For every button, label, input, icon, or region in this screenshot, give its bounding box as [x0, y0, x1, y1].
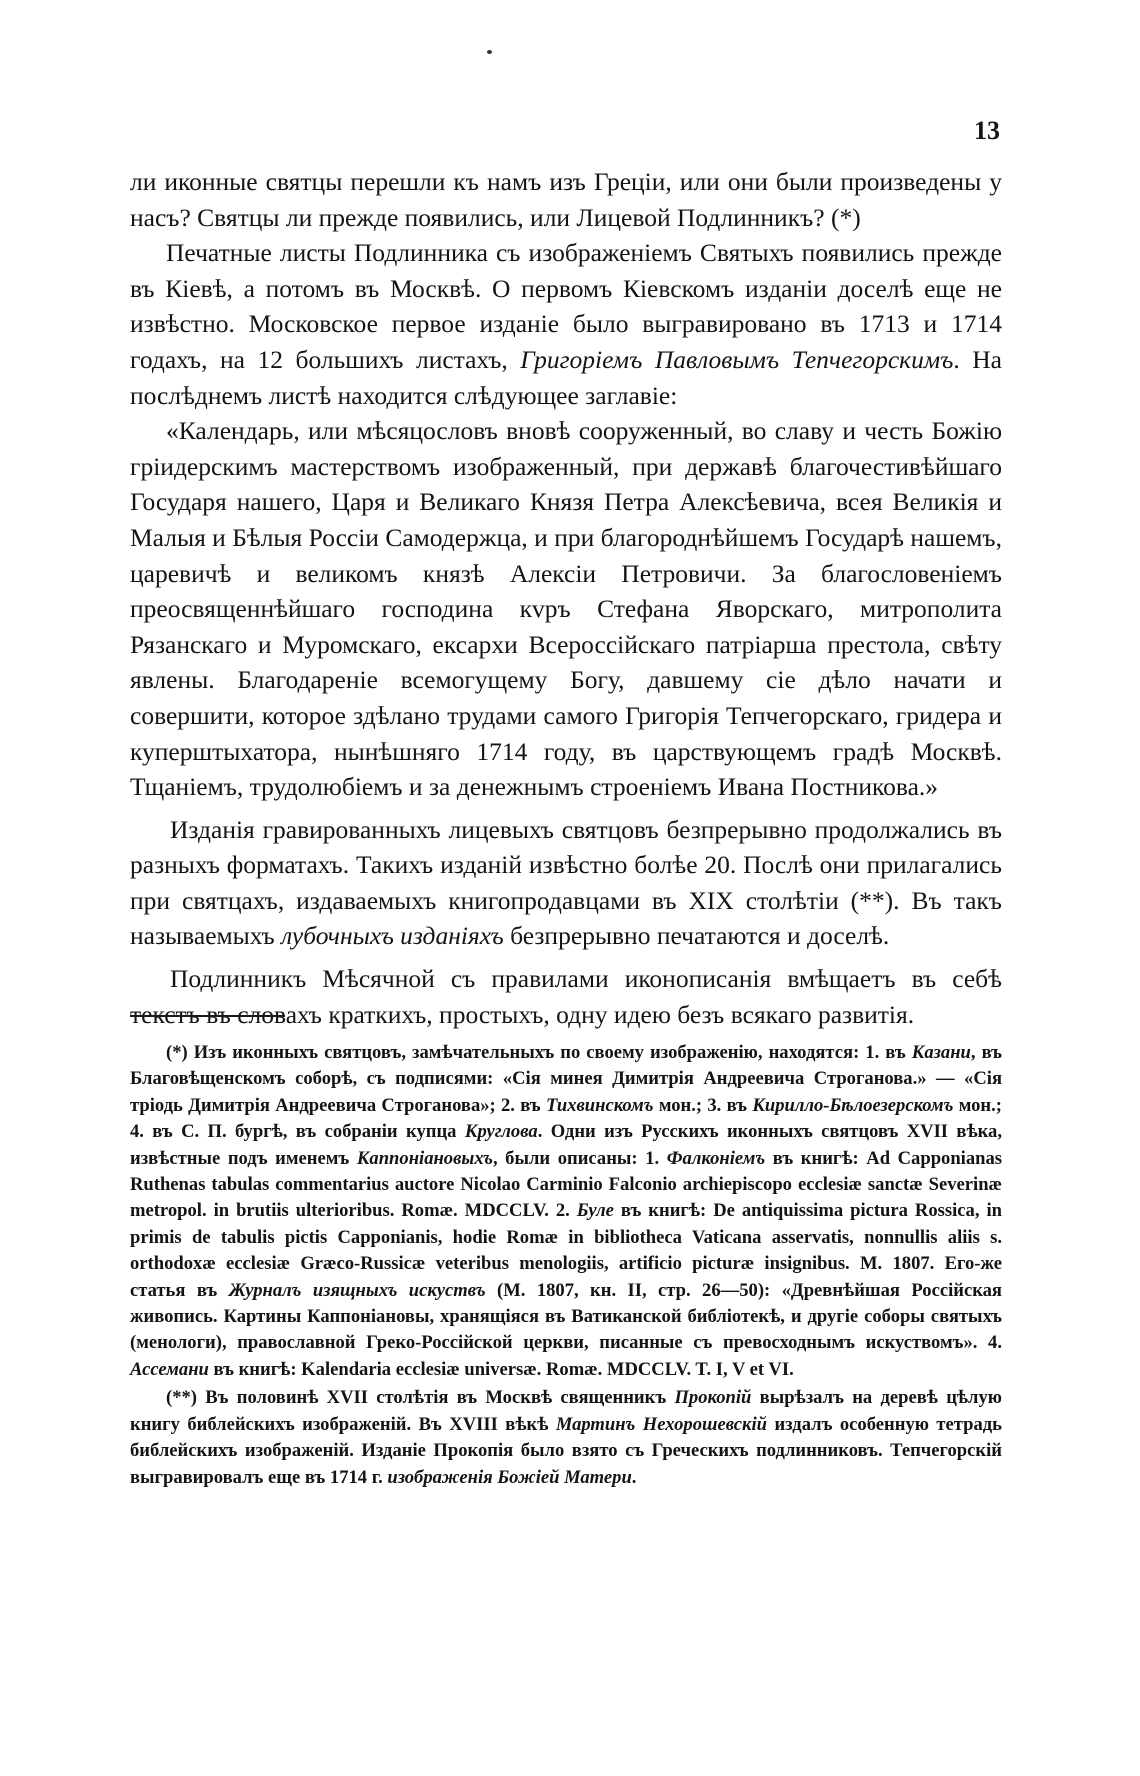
- author-name-emphasis: Григоріемъ Павловымъ Тепчегорскимъ: [520, 344, 954, 374]
- paragraph-1: ли иконные святцы перешли къ намъ изъ Греціи, или они были произведены у насъ? Святцы ли прежде появились, или Лицевой Подлинникъ? (*): [130, 167, 1002, 232]
- footnotes: [130, 1040, 1002, 1491]
- footnote-1: (*) Изъ иконныхъ святцовъ, замѣчательныхъ по своему изображенію, находятся: 1. въ Казани, въ Благовѣщенскомъ соборѣ, съ подписями: «Сія минея Димитрія Андреевича Строганова.» — «Сія тріодь Димитрія Андреевича Строганова»; 2. въ Тихвинскомъ мон.; 3. въ Кирилло-Бѣлоезерскомъ мон.; 4. въ С. П. бургѣ, въ собраніи купца Круглова. Одни изъ Русскихъ иконныхъ святцовъ XVII вѣка, извѣстные подъ именемъ Каппоніановыхъ, были описаны: 1. Фалконіемъ въ книгѣ: Ad Capponianas Ruthenas tabulas commentarius auctore Nicolao Carminio Falconio archiepiscopo ecclesiæ sanctæ Severinæ metropol. in brutiis ulterioribus. Romæ. MDCCLV. 2. Буле въ книгѣ: De antiquissima pictura Rossica, in primis de tabulis pictis Capponianis, hodie Romæ in bibliotheca Vaticana asservatis, nonnullis aliis s. orthodoxæ ecclesiæ Græco-Russicæ veteribus menologiis, artificio picturæ insignibus. M. 1807. Его-же статья въ Журналъ изящныхъ искуствъ (М. 1807, кн. II, стр. 26—50): «Древнѣйшая Россійская живопись. Картины Каппоніановы, хранящіяся въ Ватиканской библіотекѣ, и другіе соборы святыхъ (менологи), православной Греко-Россійской церкви, писанные съ превосходнымъ искуствомъ». 4. Ассемани въ книгѣ: Kalendaria ecclesiæ universæ. Romæ. MDCCLV. T. I, V et VI.: [130, 1042, 1003, 1380]
- main-text: [130, 164, 1002, 1032]
- paragraph-2: Печатные листы Подлинника съ изображеніемъ Святыхъ появились прежде въ Кіевѣ, а потомъ въ Москвѣ. О первомъ Кіевскомъ изданіи доселѣ еще не извѣстно. Московское первое изданіе было выгравировано въ 1713 и 1714 годахъ, на 12 большихъ листахъ, Григоріемъ Павловымъ Тепчегорскимъ. На послѣднемъ листѣ находится слѣдующее заглавіе:: [130, 238, 1002, 410]
- paragraph-4: Изданія гравированныхъ лицевыхъ святцовъ безпрерывно продолжались въ разныхъ форматахъ. Такихъ изданій извѣстно болѣе 20. Послѣ они прилагались при святцахъ, издаваемыхъ книгопродавцами въ XIX столѣтіи (**). Въ такъ называемыхъ лубочныхъ изданіяхъ безпрерывно печатаются и доселѣ.: [130, 814, 1002, 951]
- footnote-2: (**) Въ половинѣ XVII столѣтія въ Москвѣ священникъ Прокопій вырѣзалъ на деревѣ цѣлую книгу библейскихъ изображеній. Въ XVIII вѣкѣ Мартинъ Нехорошевскій издалъ особенную тетрадь библейскихъ изображеній. Изданіе Прокопія было взято съ Греческихъ подлинниковъ. Тепчегорскій выгравировалъ еще въ 1714 г. изображенія Божіей Матери.: [130, 1387, 1003, 1488]
- footnote-divider: [130, 1015, 285, 1017]
- paragraph-3-quote: «Календарь, или мѣсяцословъ вновѣ сооруженный, во славу и честь Божію гріидерскимъ мастерствомъ изображенный, при державѣ благочестивѣйшаго Государя нашего, Царя и Великаго Князя Петра Алексѣевича, всея Великія и Малыя и Бѣлыя Россіи Самодержца, и при благороднѣйшемъ Государѣ нашемъ, царевичѣ и великомъ князѣ Алексіи Петровичи. За благословеніемъ преосвященнѣйшаго господина кvръ Стефана Яворскаго, митрополита Рязанскаго и Муромскаго, ексархи Всероссійскаго патріарша престола, свѣту явлены. Благодареніе всемогущему Богу, давшему сіе дѣло начати и совершити, которое здѣлано трудами самого Григорія Тепчегорскаго, гридера и куперштыхатора, нынѣшняго 1714 году, въ царствующемъ градѣ Москвѣ. Тщаніемъ, трудолюбіемъ и за денежнымъ строеніемъ Ивана Постникова.»: [130, 416, 1002, 802]
- page-number: 13: [974, 116, 1000, 145]
- print-speck: [487, 50, 492, 54]
- lubok-emphasis: лубочныхъ изданіяхъ: [281, 921, 504, 951]
- paragraph-5: Подлинникъ Мѣсячной съ правилами иконописанія вмѣщаетъ въ себѣ текстъ въ словахъ краткихъ, простыхъ, одну идею безъ всякаго развитія.: [130, 964, 1002, 1029]
